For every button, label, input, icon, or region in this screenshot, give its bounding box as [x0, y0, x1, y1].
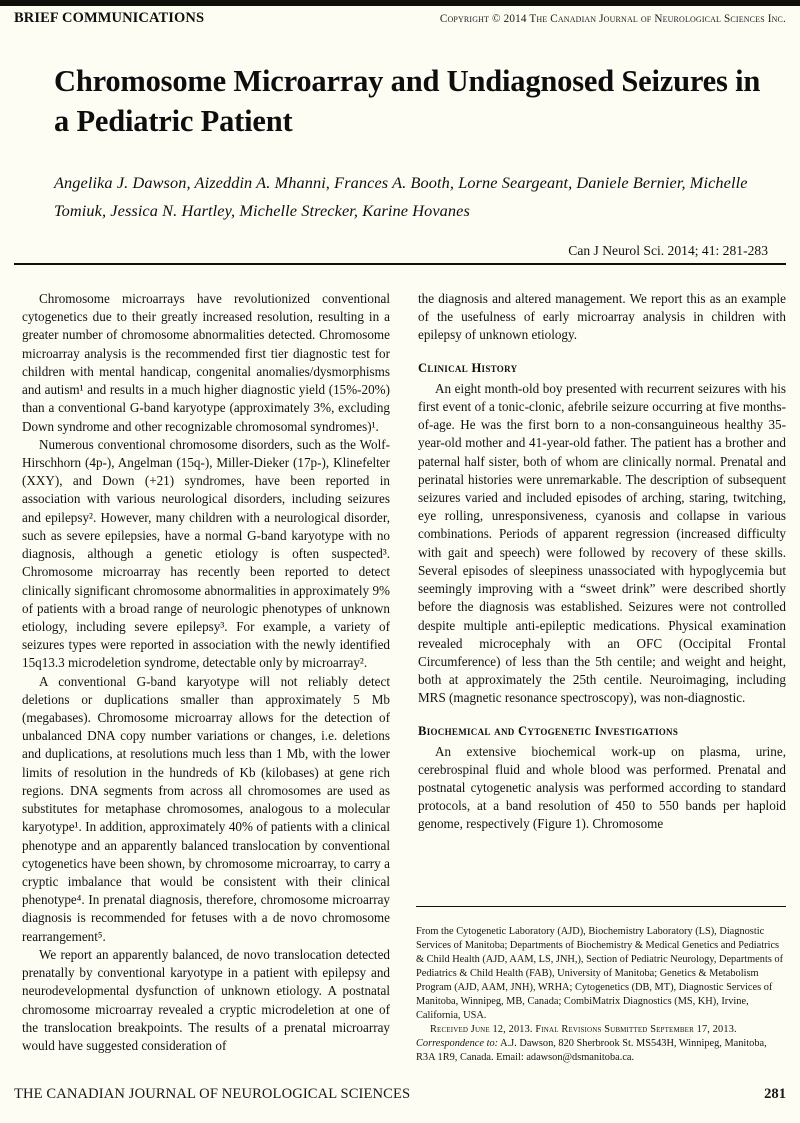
column-left	[22, 290, 390, 1055]
paragraph-intro-2: Numerous conventional chromosome disorders, such as the Wolf-Hirschhorn (4p-), Angelman (15q-), Miller-Dieker (17p-), Klinefelter (XXY), and Down (+21) syndromes, have been reported in association with various neurological disorders, including seizures and epilepsy². However, many children with a neurological disorder, such as severe epilepsies, have a normal G-band karyotype with no diagnosis, although a genetic etiology is often suspected³. Chromosome microarray has recently been reported to detect clinically significant chromosome abnormalities in approximately 9% of patients with a broad range of neurologic phenotypes of unknown etiology, including severe epilepsy³. For example, a variety of seizures types were reported in association with the newly identified 15q13.3 microdeletion syndrome, detectable only by microarray².	[22, 436, 390, 671]
top-black-bar	[0, 0, 800, 6]
running-head	[14, 10, 786, 32]
author-list: Angelika J. Dawson, Aizeddin A. Mhanni, Frances A. Booth, Lorne Seargeant, Daniele Bernier, Michelle Tomiuk, Jessica N. Hartley, Michelle Strecker, Karine Hovanes	[54, 173, 748, 220]
footnote-block	[416, 925, 786, 1065]
page-footer	[14, 1086, 786, 1103]
footnote-affiliations: From the Cytogenetic Laboratory (AJD), Biochemistry Laboratory (LS), Diagnostic Services of Manitoba; Departments of Biochemistry & Medical Genetics and Pediatrics & Child Health (AJD, AAM, LS, JNH,), Section of Pediatric Neurology, Departments of Pediatrics & Child Health (FAB), University of Manitoba; Genetics & Metabolism Program (AJD, AAM, JNH), WRHA; Cytogenetics (DB, MT), Diagnostic Services of Manitoba, Winnipeg, MB, Canada; CombiMatrix Diagnostics (MS, KH), Irvine, California, USA.	[416, 926, 784, 1022]
section-heading-clinical-history: Clinical History	[418, 360, 518, 375]
paragraph-intro-3: A conventional G-band karyotype will not reliably detect deletions or duplications smaller than approximately 5 Mb (megabases). Chromosome microarray allows for the detection of unbalanced DNA copy number variations or changes, i.e. deletions and duplications, at resolutions much less than 1 Mb, with the lower limits of resolution in the hundreds of Kb (kilobases) at gene rich regions. DNA segments from across all chromosomes are used as substitutes for metaphase chromosomes, analogous to a molecular karyotype¹. In addition, approximately 40% of patients with a clinical phenotype and an apparently balanced translocation by conventional cytogenetics have been shown, by chromosome microarray, to carry a cryptic imbalance that would be consistent with their clinical phenotype⁴. In prenatal diagnosis, therefore, chromosome microarray diagnosis is recommended for fetuses with a de novo chromosome rearrangement⁵.	[22, 673, 390, 944]
correspondence-label: Correspondence to:	[416, 1038, 499, 1050]
copyright-notice: Copyright © 2014 The Canadian Journal of Neurological Sciences Inc.	[439, 13, 786, 25]
footer-journal-name: THE CANADIAN JOURNAL OF NEUROLOGICAL SCIENCES	[14, 1086, 411, 1102]
section-heading-biochemical-cytogenetic-investigations: Biochemical and Cytogenetic Investigations	[418, 723, 679, 738]
footnote-received-dates: Received June 12, 2013. Final Revisions Submitted September 17, 2013.	[430, 1024, 737, 1036]
header-divider-rule	[14, 263, 786, 265]
page-title: Chromosome Microarray and Undiagnosed Seizures in a Pediatric Patient	[54, 64, 761, 138]
paragraph-intro-1: Chromosome microarrays have revolutionized conventional cytogenetics due to their greatly increased resolution, resulting in a greater number of chromosome abnormalities detected. Chromosome microarray analysis is the recommended first tier diagnostic test for children with mental handicap, congenital anomalies/dysmorphisms and autism¹ and results in a much higher diagnostic yield (15%-20%) than a conventional G-band karyotype (approximately 3%, excluding Down syndrome and other recognizable chromosomal syndromes)¹.	[22, 291, 390, 434]
citation-reference: Can J Neurol Sci. 2014; 41: 281-283	[568, 243, 768, 259]
paragraph-intro-4: We report an apparently balanced, de novo translocation detected prenatally by conventional karyotype in a patient with epilepsy and neurodevelopmental dysfunction of unknown etiology. A postnatal chromosome microarray revealed a cryptic microdeletion at one of the translocation breakpoints. The results of a prenatal microarray would have suggested consideration of	[22, 946, 390, 1053]
footnote-correspondence	[416, 1037, 786, 1065]
running-head-section-label: BRIEF COMMUNICATIONS	[14, 10, 205, 26]
paragraph-intro-continued: the diagnosis and altered management. We report this as an example of the usefulness of early microarray analysis in children with epilepsy of unknown etiology.	[418, 291, 786, 343]
paragraph-biochemical-1: An extensive biochemical work-up on plasma, urine, cerebrospinal fluid and whole blood was performed. Prenatal and postnatal cytogenetic analysis was performed according to standard protocols, at a band resolution of 450 to 550 bands per haploid genome, respectively (Figure 1). Chromosome	[418, 743, 786, 832]
footnote-divider-rule	[416, 906, 786, 907]
column-right	[418, 290, 786, 834]
paragraph-clinical-history-1: An eight month-old boy presented with recurrent seizures with his first event of a tonic-clonic, afebrile seizure occurring at five months-of-age. He was the first born to a non-consanguineous healthy 35-year-old mother and 41-year-old father. The patient has a brother and paternal half sister, both of whom are clinically normal. Prenatal and perinatal histories were unremarkable. The description of subsequent seizures varied and included episodes of arching, staring, twitching, eye rolling, unresponsiveness, cyanosis and collapse in various combinations. Periods of apparent regression (increased difficulty with gait and speech) were followed by recovery of these skills. Several episodes of sleepiness unassociated with hypoglycemia but seemingly improving with a “sweet drink” were described shortly before the diagnosis was established. Seizures were not controlled despite multiple anti-epileptic medications. Physical examination revealed microcephaly with an OFC (Occipital Frontal Circumference) of less than the 5th centile; and weight and height, both at approximately the 25th centile. Neuroimaging, including MRS (magnetic resonance spectroscopy), was non-diagnostic.	[418, 380, 786, 706]
footer-page-number: 281	[764, 1086, 786, 1102]
title-block	[54, 62, 778, 259]
correspondence-details: A.J. Dawson, 820 Sherbrook St. MS543H, Winnipeg, Manitoba, R3A 1R9, Canada. Email: adawson@dsmanitoba.ca.	[416, 1038, 767, 1064]
